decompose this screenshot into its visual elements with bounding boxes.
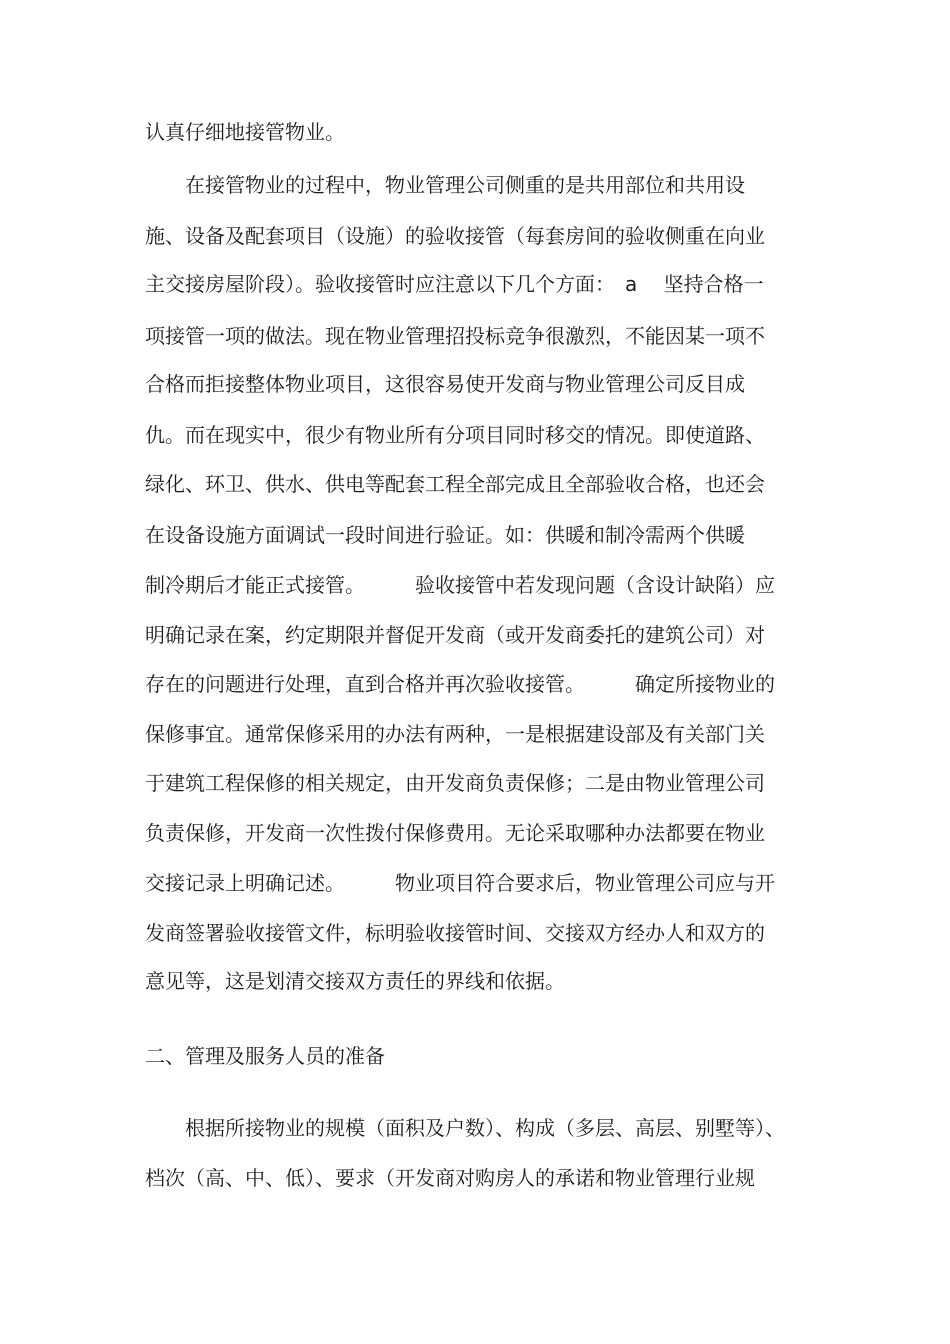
text-line: 存在的问题进行处理，直到合格并再次验收接管。 确定所接物业的 [145,672,775,696]
text-line: 负责保修，开发商一次性拨付保修费用。无论采取哪种办法都要在物业 [145,821,765,845]
section-heading: 二、管理及服务人员的准备 [145,1044,385,1068]
text-line: 档次（高、中、低）、要求（开发商对购房人的承诺和物业管理行业规 [145,1166,755,1190]
text-line: 在接管物业的过程中，物业管理公司侧重的是共用部位和共用设 [145,173,745,197]
text-line: 根据所接物业的规模（面积及户数）、构成（多层、高层、别墅等）、 [145,1116,785,1140]
text-line: 主交接房屋阶段）。验收接管时应注意以下几个方面： a 坚持合格一 [145,272,764,296]
text-line: 制冷期后才能正式接管。 验收接管中若发现问题（含设计缺陷）应 [145,573,775,597]
text-line: 发商签署验收接管文件，标明验收接管时间、交接双方经办人和双方的 [145,921,765,945]
text-line: 在设备设施方面调试一段时间进行验证。如：供暖和制冷需两个供暖 [145,523,745,547]
text-line: 交接记录上明确记述。 物业项目符合要求后，物业管理公司应与开 [145,871,775,895]
text-line: 仇。而在现实中，很少有物业所有分项目同时移交的情况。即使道路、 [145,423,765,447]
text-line: 意见等，这是划清交接双方责任的界线和依据。 [145,969,565,993]
text-line: 保修事宜。通常保修采用的办法有两种，一是根据建设部及有关部门关 [145,722,765,746]
text-line: 合格而拒接整体物业项目，这很容易使开发商与物业管理公司反目成 [145,372,745,396]
text-line: 绿化、环卫、供水、供电等配套工程全部完成且全部验收合格，也还会 [145,472,765,496]
text-line: 项接管一项的做法。现在物业管理招投标竞争很激烈，不能因某一项不 [145,324,765,348]
text-line: 认真仔细地接管物业。 [145,120,345,144]
text-line: 明确记录在案，约定期限并督促开发商（或开发商委托的建筑公司）对 [145,623,765,647]
text-line: 施、设备及配套项目（设施）的验收接管（每套房间的验收侧重在向业 [145,224,765,248]
text-line: 于建筑工程保修的相关规定，由开发商负责保修；二是由物业管理公司 [145,771,765,795]
